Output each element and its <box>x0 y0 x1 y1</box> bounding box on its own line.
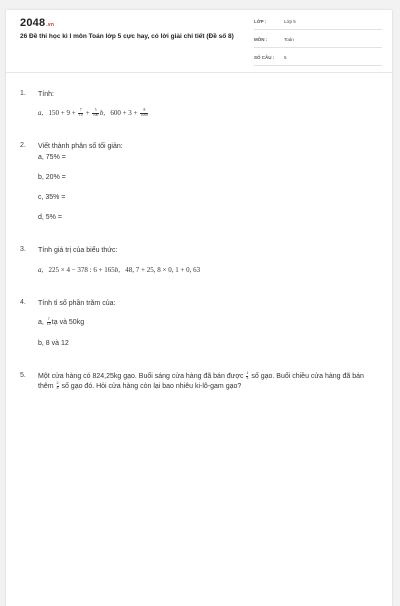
q2-item-b: b, 20% = <box>38 174 66 181</box>
question-text: Tính: <box>38 91 54 98</box>
denominator: 5 <box>56 385 59 390</box>
q4-a-rest: tạ và 50kg <box>51 319 85 327</box>
numerator: 7 <box>79 108 82 113</box>
q3-b-expr: 48, 7 + 25, 8 × 0, 1 + 0, 63 <box>125 266 201 274</box>
question-number: 4. <box>20 299 26 306</box>
document-header <box>6 10 392 73</box>
q1-a-fraction-1 <box>78 109 83 118</box>
meta-value: Lớp 5 <box>284 19 296 24</box>
meta-key: LỚP : <box>254 19 267 24</box>
meta-box <box>254 17 382 71</box>
q5-text-2: số gạo. Buổi chiều cửa hàng đã bán thêm <box>38 373 364 391</box>
question-text: Tính giá trị của biểu thức: <box>38 247 118 254</box>
q5-fraction-2 <box>57 382 59 391</box>
question-text: Tính tỉ số phần trăm của: <box>38 300 116 307</box>
q1-expression <box>38 109 149 118</box>
document-page <box>6 10 392 606</box>
denominator: 10 <box>78 112 83 117</box>
question-text <box>38 372 378 392</box>
question-text: Viết thành phân số tối giản: <box>38 143 123 150</box>
q3-b-label: b, <box>114 266 121 274</box>
q1-b-expr: 600 + 3 + <box>110 109 138 117</box>
q1-a-label: a, <box>38 109 44 117</box>
q2-item-c: c, 35% = <box>38 194 66 201</box>
q3-a-expr: 225 × 4 − 378 : 6 + 165 <box>48 266 115 274</box>
q5-fraction-1 <box>246 372 248 381</box>
meta-row-grade <box>254 17 382 30</box>
q1-a-expr: 150 + 9 + <box>48 109 76 117</box>
question-number: 2. <box>20 142 26 149</box>
denominator: 3 <box>246 375 249 380</box>
q2-item-a: a, 75% = <box>38 154 66 161</box>
q1-a-fraction-2 <box>92 109 98 118</box>
numerator: 2 <box>56 381 59 386</box>
q1-a-plus: + <box>85 109 90 117</box>
meta-key: SỐ CÂU : <box>254 55 275 60</box>
q3-a-label: a, <box>38 266 44 274</box>
numerator: 1 <box>246 371 249 375</box>
q4-item-a <box>38 318 84 327</box>
logo-suffix: .vn <box>46 22 55 28</box>
q5-text-1: Một cửa hàng có 824,25kg gạo. Buổi sáng cửa hàng đã bán được <box>38 373 244 381</box>
site-logo[interactable] <box>20 17 54 29</box>
question-number: 3. <box>20 246 26 253</box>
denominator: 10 <box>46 321 51 326</box>
q1-b-fraction <box>140 109 148 118</box>
numerator: 8 <box>140 109 148 114</box>
logo-text: 2048 <box>20 17 46 29</box>
meta-key: MÔN : <box>254 37 268 42</box>
q5-text-3: số gạo đó. Hỏi cửa hàng còn lại bao nhiêu ki-lô-gam gạo? <box>61 383 242 391</box>
meta-value: 5 <box>284 55 287 60</box>
q2-item-d: d, 5% = <box>38 214 62 221</box>
question-number: 1. <box>20 90 26 97</box>
meta-row-question-count <box>254 53 382 66</box>
q1-b-label: b, <box>99 109 106 117</box>
q4-a-fraction <box>47 318 51 327</box>
q3-expression <box>38 266 200 274</box>
q4-a-label: a, <box>38 319 44 327</box>
meta-row-subject <box>254 35 382 48</box>
meta-value: Toán <box>284 37 294 42</box>
question-number: 5. <box>20 372 26 379</box>
denominator: 1000 <box>140 112 148 117</box>
denominator: 100 <box>92 112 99 117</box>
document-title: 26 Đề thi học kì I môn Toán lớp 5 cực hay, có lời giải chi tiết (Đề số 8) <box>20 33 234 40</box>
numerator: 7 <box>47 317 50 321</box>
numerator: 5 <box>92 109 98 114</box>
q4-item-b: b, 8 và 12 <box>38 340 69 347</box>
